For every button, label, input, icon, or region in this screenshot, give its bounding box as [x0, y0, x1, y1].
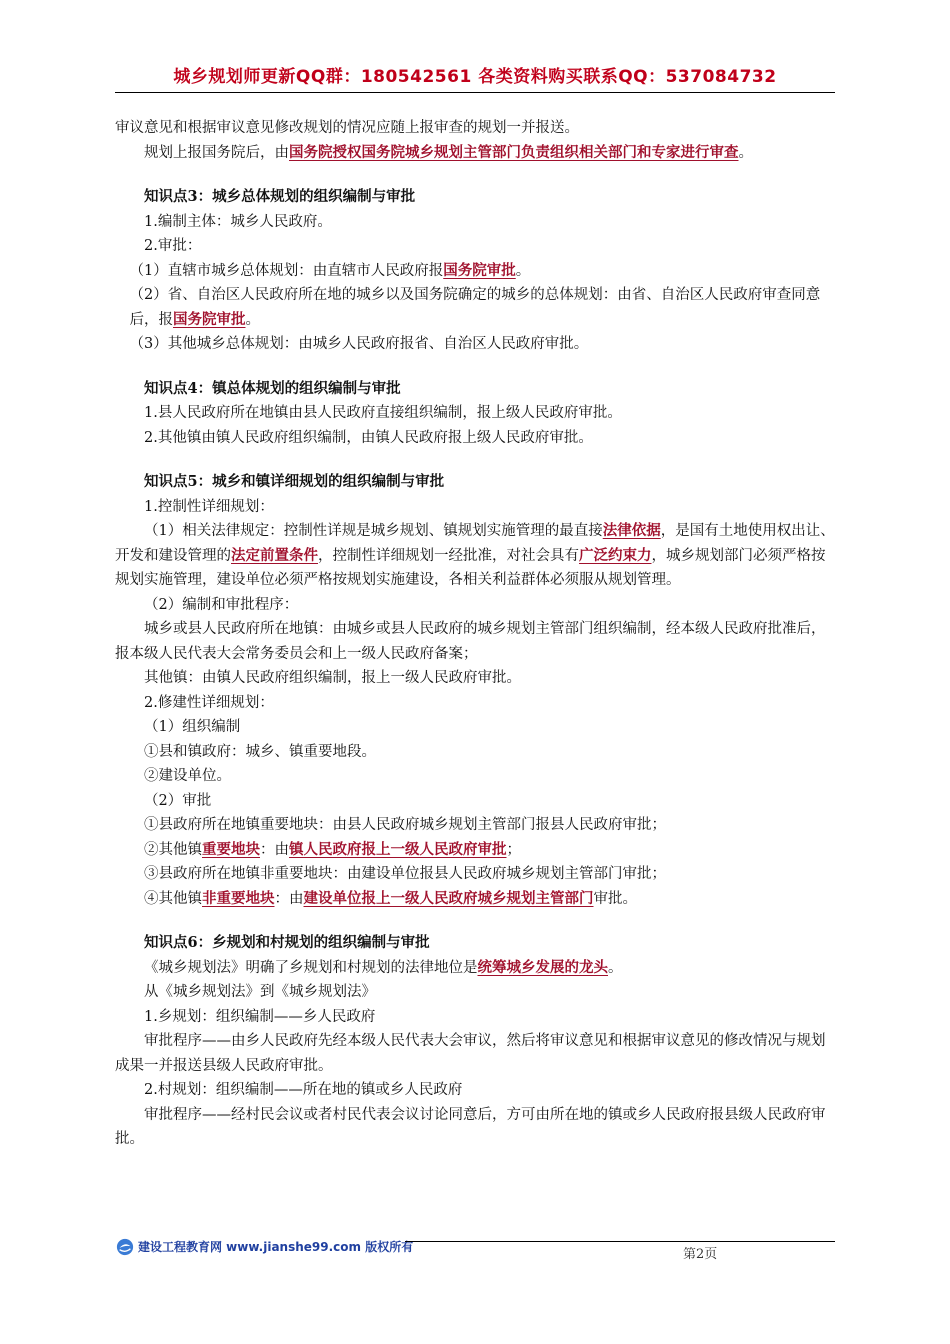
paragraph: 城乡或县人民政府所在地镇：由城乡或县人民政府的城乡规划主管部门组织编制，经本级人民政府批准后，报本级人民代表大会常务委员会和上一级人民政府备案； [115, 621, 826, 662]
highlight: 统筹城乡发展的龙头 [477, 958, 608, 976]
paragraph: 1.县人民政府所在地镇由县人民政府直接组织编制，报上级人民政府审批。 [144, 405, 622, 421]
paragraph: 审批程序——经村民会议或者村民代表会议讨论同意后，方可由所在地的镇或乡人民政府报县级人民政府审批。 [115, 1106, 826, 1147]
paragraph: 从《城乡规划法》到《城乡规划法》 [144, 984, 376, 1000]
highlight: 重要地块 [202, 840, 260, 858]
section-heading: 知识点3：城乡总体规划的组织编制与审批 [144, 188, 416, 205]
footer-divider [405, 1241, 835, 1242]
paragraph: ②建设单位。 [144, 768, 231, 784]
paragraph: ①县和镇政府：城乡、镇重要地段。 [144, 743, 376, 760]
highlight: 建设单位报上一级人民政府城乡规划主管部门 [303, 889, 594, 907]
paragraph: ④其他镇非重要地块：由建设单位报上一级人民政府城乡规划主管部门审批。 [144, 889, 637, 907]
site-logo-icon [116, 1238, 134, 1256]
footer-copyright: 建设工程教育网 www.jianshe99.com 版权所有 [138, 1240, 414, 1254]
page-header: 城乡规划师更新QQ群：180542561 各类资料购买联系QQ：537084732 [173, 67, 777, 87]
paragraph: ③县政府所在地镇非重要地块：由建设单位报县人民政府城乡规划主管部门审批； [144, 866, 666, 882]
paragraph: 1.控制性详细规划： [144, 498, 274, 515]
highlight: 镇人民政府报上一级人民政府审批 [289, 840, 507, 858]
paragraph: （1）组织编制 [144, 719, 241, 735]
highlight: 法定前置条件 [231, 546, 318, 564]
paragraph: 1.乡规划：组织编制——乡人民政府 [144, 1008, 376, 1025]
section-heading: 知识点5：城乡和镇详细规划的组织编制与审批 [144, 473, 445, 490]
paragraph: 规划上报国务院后，由国务院授权国务院城乡规划主管部门负责组织相关部门和专家进行审查。 [144, 143, 753, 161]
paragraph: 2.修建性详细规划： [144, 694, 274, 711]
paragraph: ②其他镇重要地块：由镇人民政府报上一级人民政府审批； [144, 840, 521, 858]
paragraph: （2）审批 [144, 792, 212, 809]
highlight: 法律依据 [602, 522, 661, 539]
paragraph: 审批程序——由乡人民政府先经本级人民代表大会审议，然后将审议意见和根据审议意见的修改情况与规划成果一并报送县级人民政府审批。 [115, 1033, 826, 1074]
highlight: 国务院审批 [443, 261, 516, 279]
paragraph: （2）省、自治区人民政府所在地的城乡以及国务院确定的城乡的总体规划：由省、自治区人民政府审查同意后，报国务院审批。 [129, 287, 821, 328]
paragraph: 2.村规划：组织编制——所在地的镇或乡人民政府 [144, 1082, 463, 1098]
highlight: 非重要地块 [202, 889, 275, 907]
page-number: 第2页 [683, 1247, 718, 1262]
paragraph: 其他镇：由镇人民政府组织编制，报上一级人民政府审批。 [144, 670, 521, 686]
highlight: 国务院审批 [173, 310, 246, 328]
highlight: 广泛约束力 [579, 546, 652, 564]
paragraph: 审议意见和根据审议意见修改规划的情况应随上报审查的规划一并报送。 [115, 120, 579, 136]
highlight: 国务院授权国务院城乡规划主管部门负责组织相关部门和专家进行审查 [289, 143, 739, 161]
paragraph: （2）编制和审批程序： [144, 596, 299, 613]
paragraph: 2.其他镇由镇人民政府组织编制，由镇人民政府报上级人民政府审批。 [144, 429, 593, 446]
paragraph: 《城乡规划法》明确了乡规划和村规划的法律地位是统筹城乡发展的龙头。 [144, 958, 623, 976]
paragraph: ①县政府所在地镇重要地块：由县人民政府城乡规划主管部门报县人民政府审批； [144, 817, 666, 833]
paragraph: （3）其他城乡总体规划：由城乡人民政府报省、自治区人民政府审批。 [129, 336, 589, 352]
section-heading: 知识点4：镇总体规划的组织编制与审批 [144, 379, 401, 397]
paragraph: （1）直辖市城乡总体规划：由直辖市人民政府报国务院审批。 [129, 261, 531, 279]
paragraph: （1）相关法律规定：控制性详规是城乡规划、镇规划实施管理的最直接法律依据，是国有土地使用权出让、开发和建设管理的法定前置条件，控制性详细规划一经批准，对社会具有广泛约束力，城乡规划部门必须严格按规划实施管理，建设单位必须严格按规划实施建设，各相关利益群体必须服从规划管理。 [115, 522, 835, 588]
paragraph: 1.编制主体：城乡人民政府。 [144, 213, 332, 230]
header-divider [115, 92, 835, 93]
paragraph: 2.审批： [144, 238, 202, 254]
document-body [115, 116, 837, 1152]
section-heading: 知识点6：乡规划和村规划的组织编制与审批 [144, 934, 430, 951]
